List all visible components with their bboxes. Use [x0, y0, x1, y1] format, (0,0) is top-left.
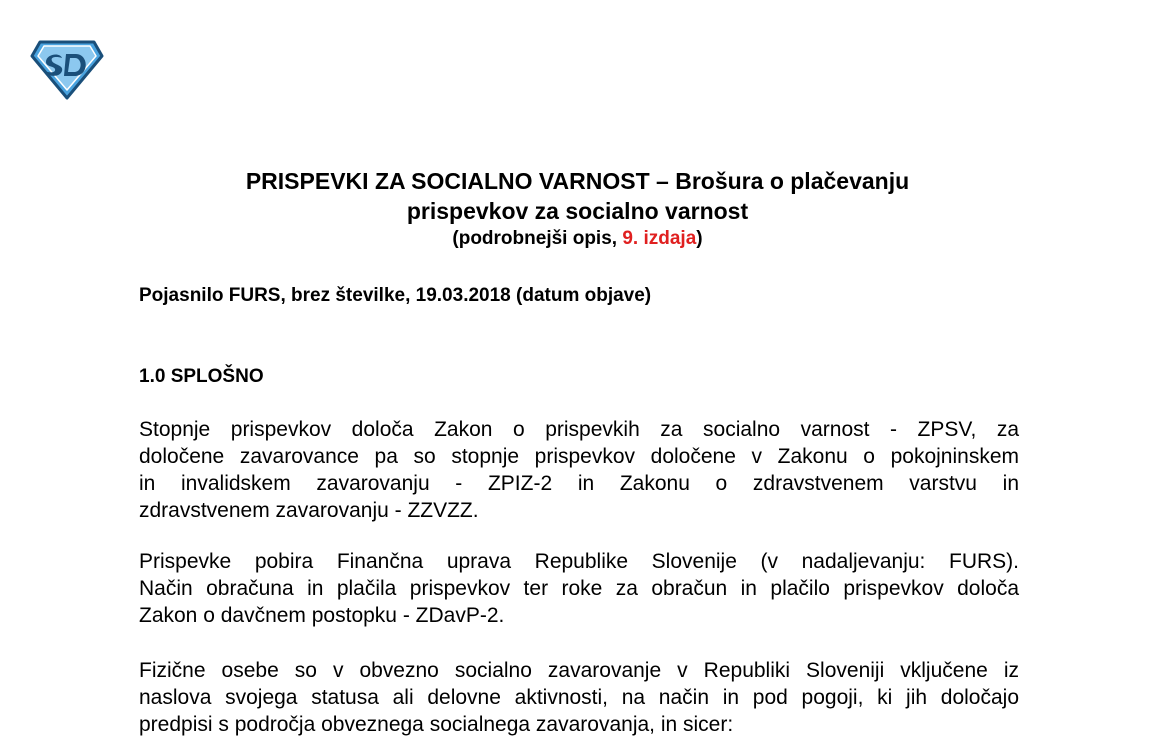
paragraph-line: in invalidskem zavarovanju - ZPIZ-2 in Zakonu o zdravstvenem varstvu in [139, 472, 1019, 495]
paragraph [139, 657, 1019, 738]
edition-label: 9. izdaja [622, 228, 697, 249]
paragraph-line: Prispevke pobira Finančna uprava Republike Slovenije (v nadaljevanju: FURS). [139, 550, 1019, 573]
document-subtitle [130, 226, 1025, 252]
paragraph-line: zdravstvenem zavarovanju - ZZVZZ. [139, 499, 479, 522]
subtitle-prefix: (podrobnejši opis, [452, 228, 623, 249]
logo-icon [30, 40, 104, 100]
title-block [130, 166, 1025, 252]
paragraph [139, 548, 1019, 629]
subtitle-suffix: ) [696, 228, 703, 249]
paragraph-line: predpisi s področja obveznega socialnega zavarovanja, in sicer: [139, 713, 734, 736]
paragraph-line: Fizične osebe so v obvezno socialno zavarovanje v Republiki Sloveniji vključene iz [139, 659, 1019, 682]
paragraph-line: Zakon o davčnem postopku - ZDavP-2. [139, 604, 505, 627]
document-title-line-1: PRISPEVKI ZA SOCIALNO VARNOST – Brošura o plačevanju [245, 168, 910, 194]
document-title-line-2: prispevkov za socialno varnost [406, 198, 749, 224]
source-line: Pojasnilo FURS, brez številke, 19.03.2018 (datum objave) [139, 285, 652, 306]
section-heading: 1.0 SPLOŠNO [139, 366, 264, 387]
paragraph-line: Stopnje prispevkov določa Zakon o prispevkih za socialno varnost - ZPSV, za [139, 418, 1019, 441]
paragraph-line: naslova svojega statusa ali delovne aktivnosti, na način in pod pogoji, ki jih določajo [139, 686, 1019, 709]
paragraph-line: določene zavarovance pa so stopnje prispevkov določene v Zakonu o pokojninskem [139, 445, 1019, 468]
paragraph-line: Način obračuna in plačila prispevkov ter roke za obračun in plačilo prispevkov določa [139, 577, 1019, 600]
paragraph [139, 416, 1019, 524]
